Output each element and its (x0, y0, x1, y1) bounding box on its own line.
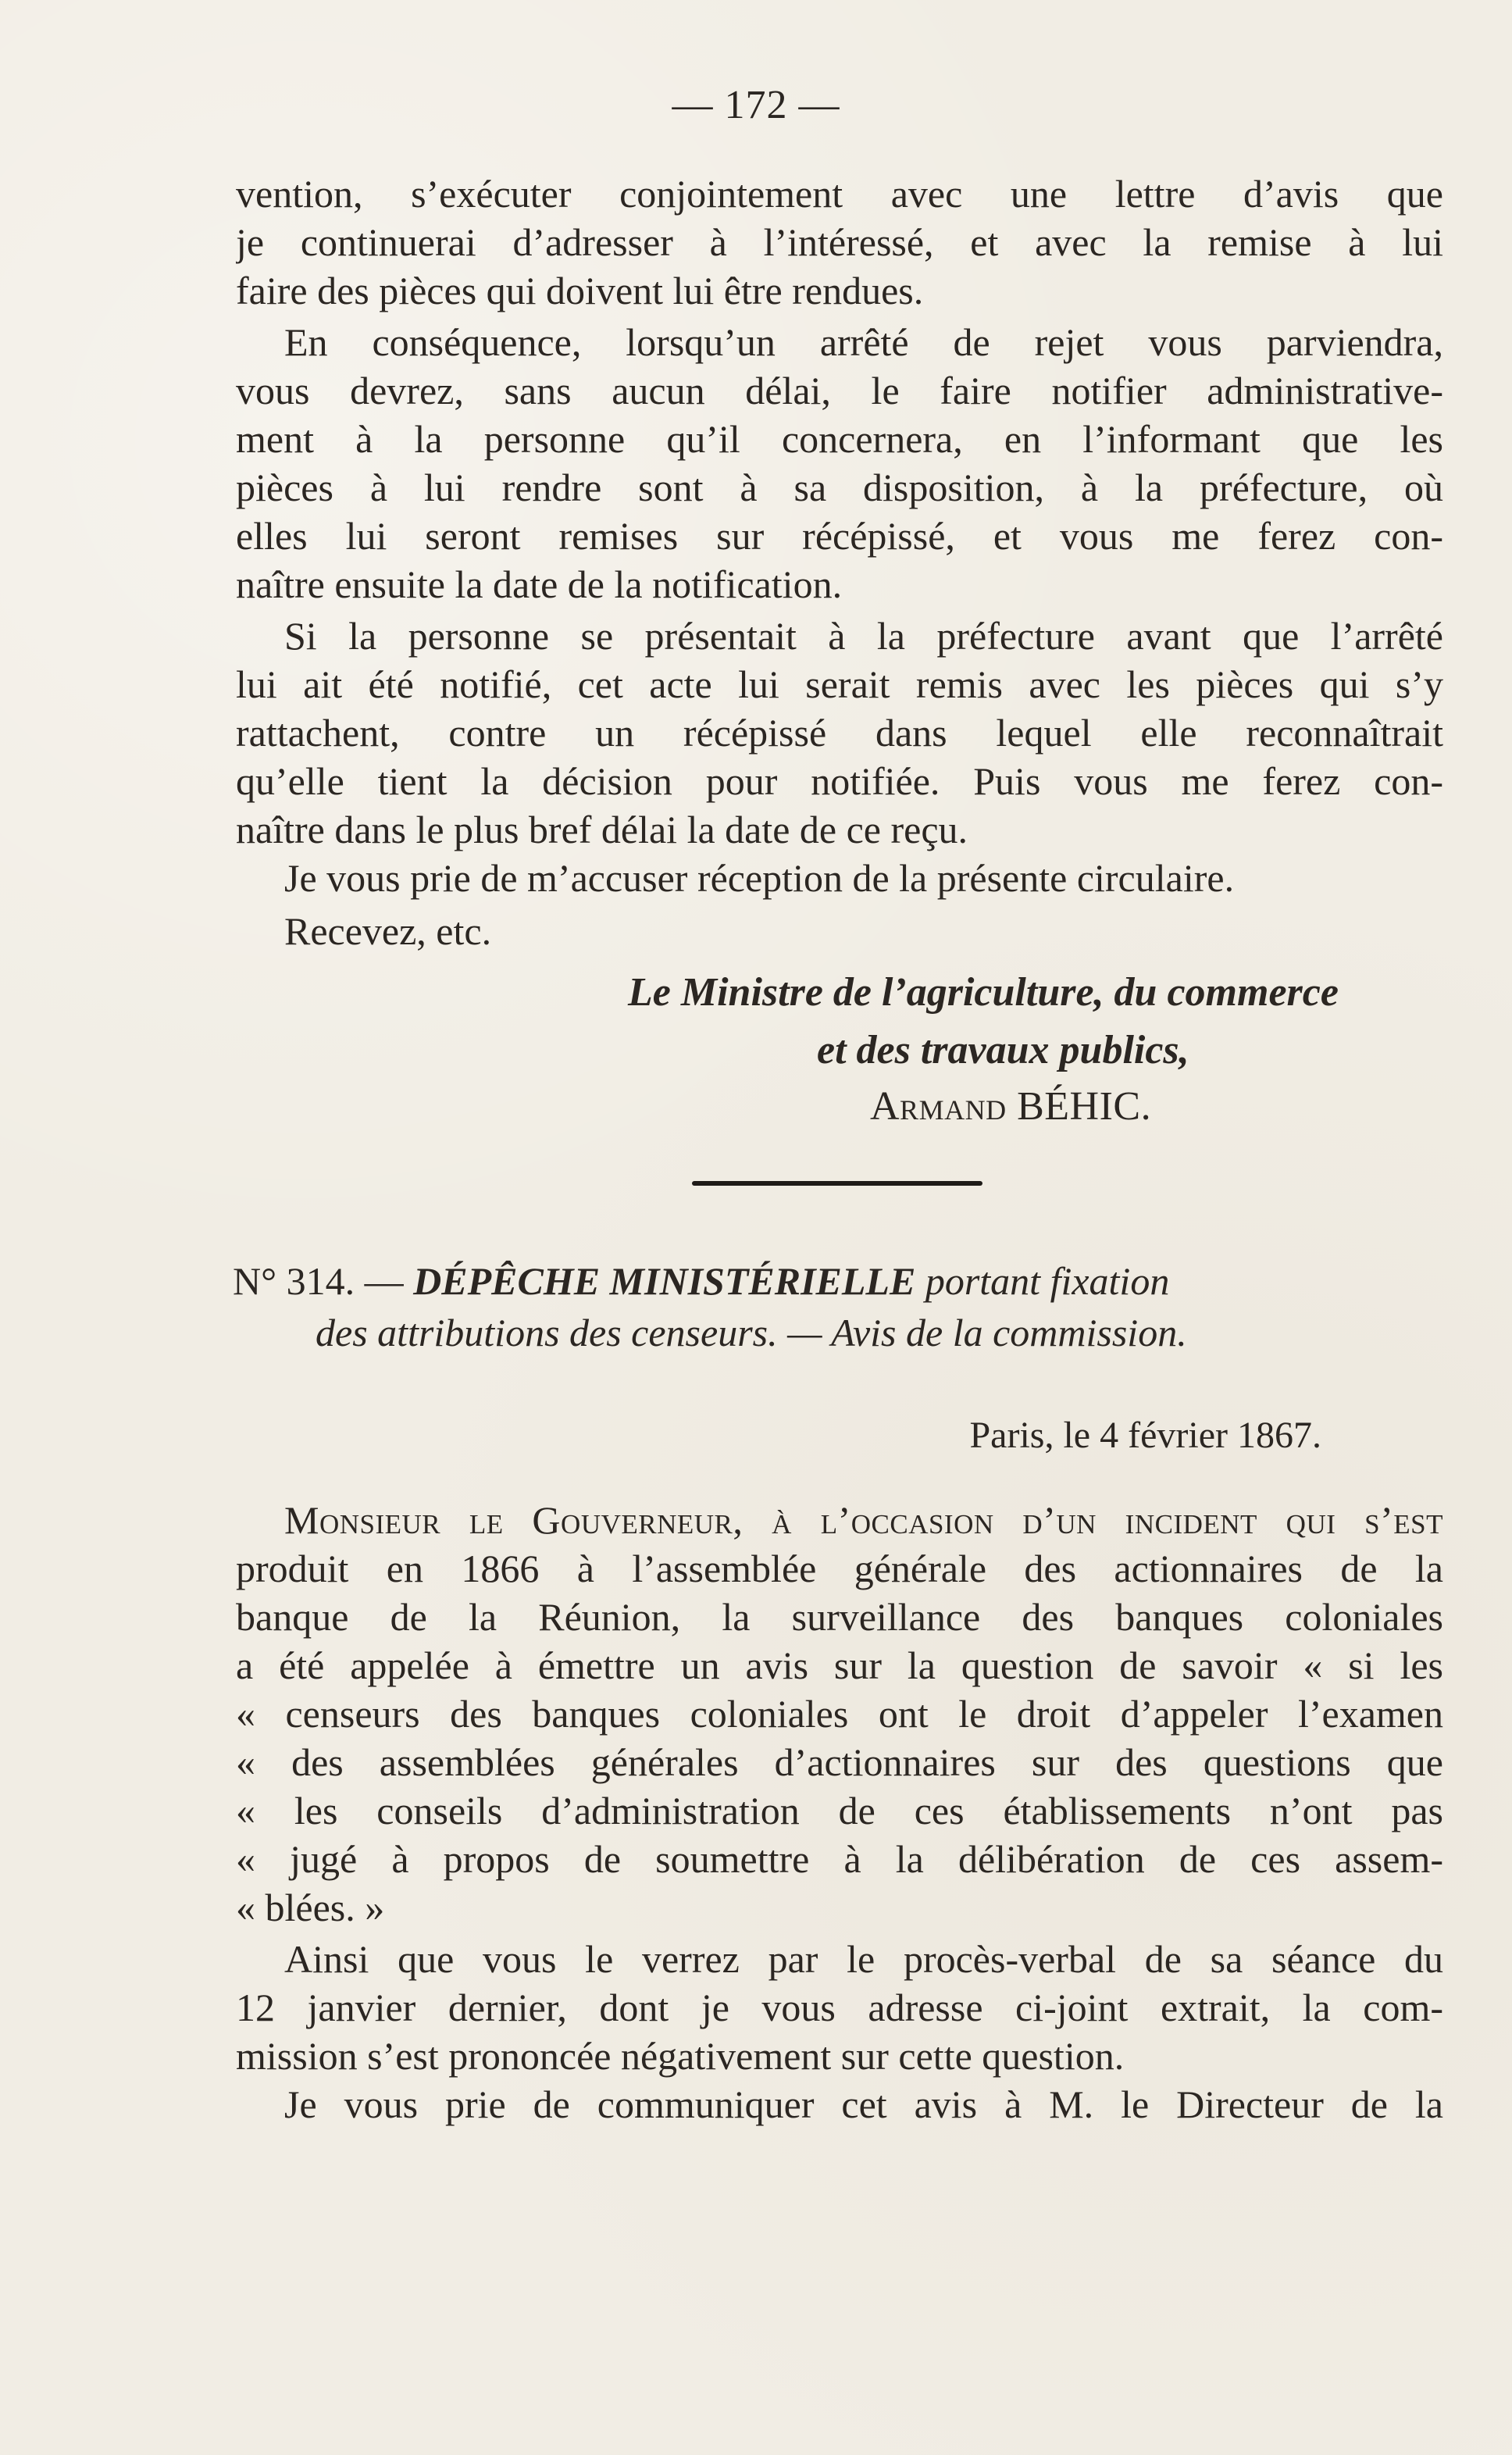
heading-title-rest: portant fixation (925, 1259, 1170, 1303)
body-line-10: Si la personne se présentait à la préfecture avant que l’arrêté (284, 614, 1443, 658)
signature-name: Armand BÉHIC. (870, 1084, 1152, 1129)
heading-line-2: des attributions des censeurs. — Avis de la commission. (316, 1311, 1187, 1354)
page-number: — 172 — (672, 83, 840, 127)
section2-line-8: « jugé à propos de soumettre à la délibération de ces assem- (236, 1837, 1443, 1881)
section2-line-5: « censeurs des banques coloniales ont le droit d’appeler l’examen (236, 1692, 1443, 1736)
section2-line-7: « les conseils d’administration de ces établissements n’ont pas (236, 1789, 1443, 1832)
body-line-3: faire des pièces qui doivent lui être rendues. (236, 269, 924, 312)
body-line-15: Je vous prie de m’accuser réception de la présente circulaire. (284, 856, 1235, 900)
body-line-6: ment à la personne qu’il concernera, en l’informant que les (236, 417, 1443, 461)
signature-line-2: et des travaux publics, (817, 1028, 1189, 1072)
section2-line-9: « blées. » (236, 1886, 385, 1929)
body-line-7: pièces à lui rendre sont à sa disposition, à la préfecture, où (236, 466, 1443, 509)
section2-line-4: a été appelée à émettre un avis sur la question de savoir « si les (236, 1643, 1443, 1687)
body-line-14: naître dans le plus bref délai la date de ce reçu. (236, 808, 968, 851)
body-line-12: rattachent, contre un récépissé dans lequel elle reconnaîtrait (236, 711, 1443, 755)
body-line-16: Recevez, etc. (284, 909, 492, 953)
heading-title-main: DÉPÊCHE MINISTÉRIELLE (413, 1259, 916, 1303)
heading-number: N° 314. — (233, 1259, 404, 1303)
heading-line-1 (233, 1256, 1169, 1306)
section2-line-3: banque de la Réunion, la surveillance des banques coloniales (236, 1595, 1443, 1639)
body-line-5: vous devrez, sans aucun délai, le faire notifier administrative- (236, 369, 1443, 412)
signature-line-1: Le Ministre de l’agriculture, du commerce (628, 970, 1339, 1015)
dateline: Paris, le 4 février 1867. (969, 1415, 1321, 1456)
body-line-4: En conséquence, lorsqu’un arrêté de rejet vous parviendra, (284, 320, 1443, 364)
body-line-9: naître ensuite la date de la notification. (236, 562, 843, 606)
section2-line-1: Monsieur le Gouverneur, à l’occasion d’un incident qui s’est (284, 1498, 1443, 1542)
section2-line-12: mission s’est prononcée négativement sur cette question. (236, 2034, 1125, 2078)
body-line-8: elles lui seront remises sur récépissé, et vous me ferez con- (236, 514, 1443, 558)
body-line-13: qu’elle tient la décision pour notifiée. Puis vous me ferez con- (236, 759, 1443, 803)
body-line-11: lui ait été notifié, cet acte lui serait remis avec les pièces qui s’y (236, 662, 1443, 706)
section2-line-11: 12 janvier dernier, dont je vous adresse ci-joint extrait, la com- (236, 1986, 1443, 2029)
section2-line-10: Ainsi que vous le verrez par le procès-verbal de sa séance du (284, 1937, 1443, 1981)
section2-line-6: « des assemblées générales d’actionnaires sur des questions que (236, 1740, 1443, 1784)
section2-line-2: produit en 1866 à l’assemblée générale des actionnaires de la (236, 1547, 1443, 1590)
section-divider (692, 1181, 982, 1186)
body-line-2: je continuerai d’adresser à l’intéressé, et avec la remise à lui (236, 220, 1443, 264)
body-line-1: vention, s’exécuter conjointement avec une lettre d’avis que (236, 172, 1443, 216)
section2-line-13: Je vous prie de communiquer cet avis à M. le Directeur de la (284, 2082, 1443, 2126)
